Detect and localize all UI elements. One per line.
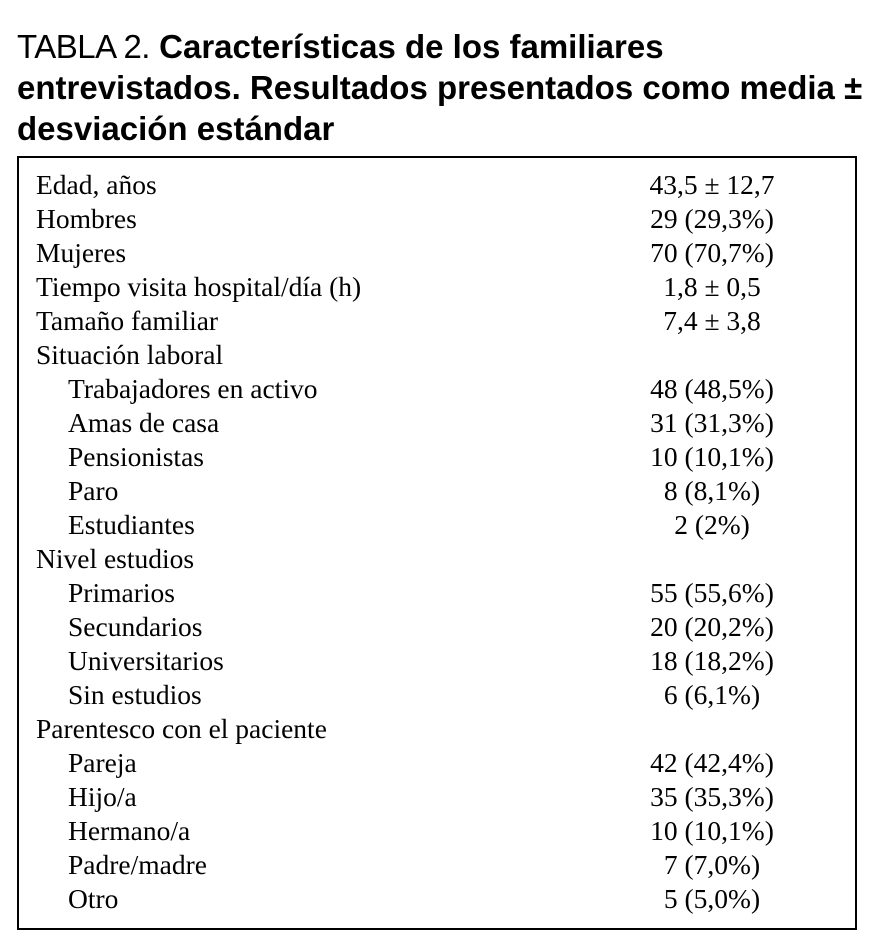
row-label: Mujeres [36,237,127,268]
table-row-trabajadores [19,372,855,406]
row-label: Secundarios [68,611,203,642]
row-value: 10 (10,1%) [650,815,774,846]
section-label: Situación laboral [36,339,224,370]
row-value: 55 (55,6%) [650,577,774,608]
row-value: 29 (29,3%) [650,203,774,234]
table-row-otro [19,882,855,916]
data-table [17,156,857,930]
table-row-tamano-familiar [19,304,855,338]
row-label: Pensionistas [68,441,204,472]
row-value: 43,5 ± 12,7 [649,169,775,200]
row-value: 8 (8,1%) [663,475,761,506]
table-row-amas-de-casa [19,406,855,440]
row-label: Hijo/a [68,781,137,812]
section-label: Nivel estudios [36,543,195,574]
row-value: 20 (20,2%) [650,611,774,642]
table-row-hijo [19,780,855,814]
row-label: Hombres [36,203,137,234]
row-label: Tamaño familiar [36,305,219,336]
table-number: TABLA 2. [17,28,150,65]
row-label: Padre/madre [68,849,207,880]
table-row-hermano [19,814,855,848]
row-value: 2 (2%) [674,509,750,540]
row-value: 48 (48,5%) [650,373,774,404]
row-label: Sin estudios [68,679,202,710]
row-label: Universitarios [68,645,224,676]
row-value: 7,4 ± 3,8 [663,305,761,336]
row-label: Primarios [68,577,175,608]
row-value: 7 (7,0%) [663,849,761,880]
table-title: Características de los familiares entrevistados. Resultados presentados como media ± desviación estándar [17,28,863,147]
row-value: 6 (6,1%) [663,679,761,710]
table-row-padre-madre [19,848,855,882]
table-row-estudiantes [19,508,855,542]
row-label: Hermano/a [68,815,191,846]
section-header-nivel-estudios [19,542,855,576]
table-row-edad [19,168,855,202]
row-value: 5 (5,0%) [663,883,761,914]
row-value: 1,8 ± 0,5 [663,271,761,302]
table-caption [17,26,867,149]
table-row-mujeres [19,236,855,270]
row-label: Paro [68,475,119,506]
row-label: Edad, años [36,169,157,200]
section-label: Parentesco con el paciente [36,713,327,744]
section-header-parentesco [19,712,855,746]
row-value: 31 (31,3%) [650,407,774,438]
row-value: 42 (42,4%) [650,747,774,778]
table-row-primarios [19,576,855,610]
table-row-secundarios [19,610,855,644]
table-row-paro [19,474,855,508]
table-row-pensionistas [19,440,855,474]
row-label: Trabajadores en activo [68,373,318,404]
row-label: Tiempo visita hospital/día (h) [36,271,362,302]
table-row-tiempo-visita [19,270,855,304]
table-body [19,168,855,916]
row-label: Otro [68,883,119,914]
table-row-universitarios [19,644,855,678]
row-label: Amas de casa [68,407,220,438]
section-header-situacion-laboral [19,338,855,372]
row-value: 35 (35,3%) [650,781,774,812]
row-value: 70 (70,7%) [650,237,774,268]
table-row-sin-estudios [19,678,855,712]
table-row-pareja [19,746,855,780]
table-row-hombres [19,202,855,236]
row-value: 10 (10,1%) [650,441,774,472]
row-value: 18 (18,2%) [650,645,774,676]
row-label: Estudiantes [68,509,195,540]
row-label: Pareja [68,747,137,778]
